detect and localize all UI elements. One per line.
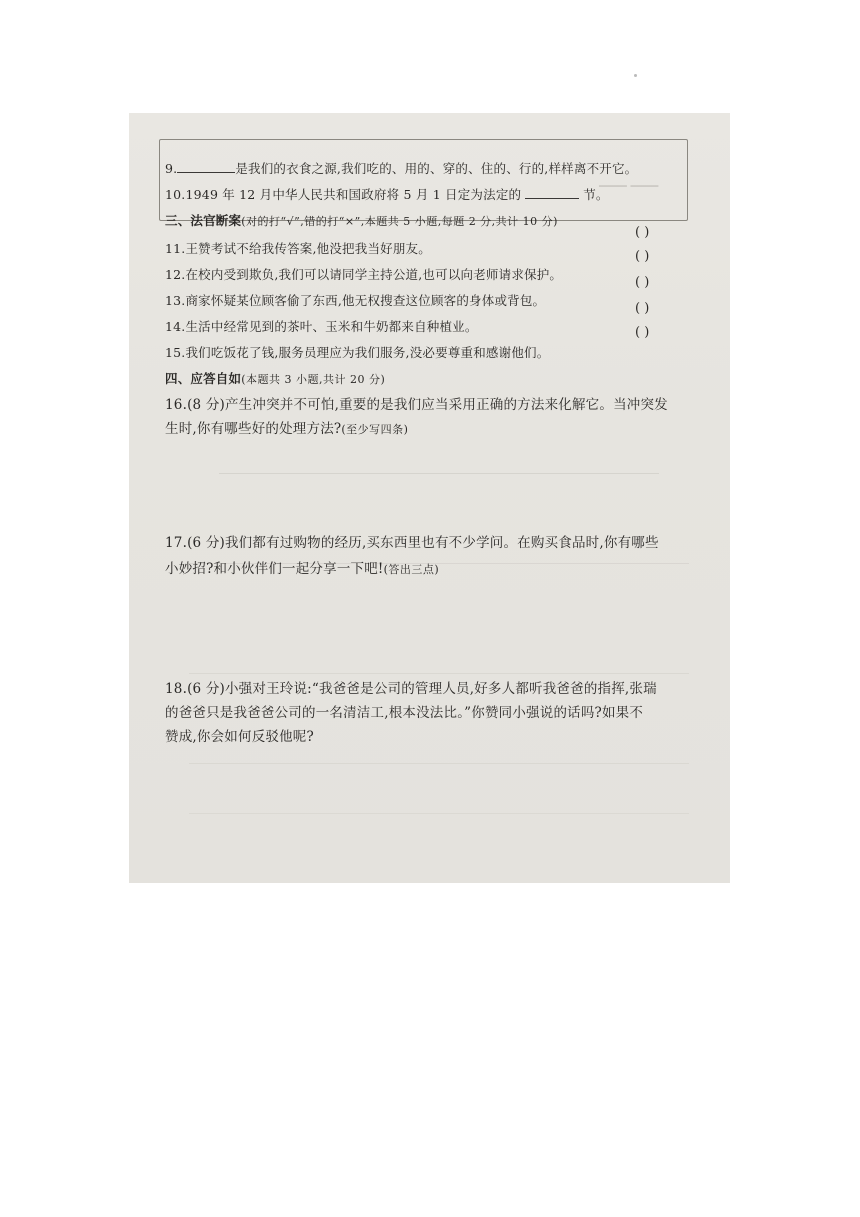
question-18-line-1: 18.(6 分)小强对王玲说:“我爸爸是公司的管理人员,好多人都听我爸爸的指挥,张瑞	[165, 681, 657, 697]
question-16-prompt: 生时,你有哪些好的处理方法?	[165, 421, 342, 437]
question-frame	[159, 139, 688, 221]
question-17-line-2	[165, 557, 439, 577]
section-4-title: 四、应答自如	[165, 371, 242, 386]
section-4-note: (本题共 3 小题,共计 20 分)	[241, 373, 386, 386]
question-13: 13.商家怀疑某位顾客偷了东西,他无权搜查这位顾客的身体或背包。	[165, 293, 546, 308]
question-10-suffix: 节。	[583, 187, 609, 202]
section-3-note: (对的打“√”,错的打“×”,本题共 5 小题,每题 2 分,共计 10 分)	[241, 215, 558, 228]
question-10-text: 10.1949 年 12 月中华人民共和国政府将 5 月 1 日定为法定的	[165, 187, 522, 202]
question-16-line-1: 16.(8 分)产生冲突并不可怕,重要的是我们应当采用正确的方法来化解它。当冲突发	[165, 397, 668, 413]
question-15: 15.我们吃饭花了钱,服务员理应为我们服务,没必要尊重和感谢他们。	[165, 345, 550, 360]
question-17-hint: (答出三点)	[383, 563, 440, 576]
question-16-line-2	[165, 417, 408, 437]
question-16-hint: (至少写四条)	[341, 423, 409, 436]
answer-parenthesis: ( )	[635, 301, 650, 316]
answer-parenthesis: ( )	[635, 225, 650, 240]
bleed-through	[189, 673, 689, 674]
bleed-through	[219, 453, 659, 474]
question-12: 12.在校内受到欺负,我们可以请同学主持公道,也可以向老师请求保护。	[165, 267, 563, 282]
bleed-through	[189, 763, 689, 764]
answer-parenthesis: ( )	[635, 275, 650, 290]
answer-parenthesis: ( )	[635, 249, 650, 264]
question-10	[165, 185, 609, 203]
question-9-number: 9.	[165, 161, 178, 176]
question-18-line-2: 的爸爸只是我爸爸公司的一名清洁工,根本没法比。”你赞同小强说的话吗?如果不	[165, 705, 644, 721]
section-4-heading	[165, 369, 385, 387]
question-14: 14.生活中经常见到的茶叶、玉米和牛奶都来自种植业。	[165, 319, 478, 334]
question-9	[165, 159, 637, 177]
scanned-exam-page	[129, 113, 730, 883]
answer-blank	[525, 198, 579, 199]
section-3-title: 三、法官断案	[165, 213, 242, 228]
answer-blank	[177, 172, 235, 173]
bleed-through	[189, 813, 689, 814]
question-17-line-1: 17.(6 分)我们都有过购物的经历,买东西里也有不少学问。在购买食品时,你有哪些	[165, 535, 659, 551]
scan-speck	[634, 74, 637, 77]
answer-parenthesis: ( )	[635, 325, 650, 340]
bleed-through: ▁▁▁ ▁▁▁	[599, 173, 659, 187]
question-11: 11.王赞考试不给我传答案,他没把我当好朋友。	[165, 241, 431, 256]
question-18-line-3: 赞成,你会如何反驳他呢?	[165, 729, 314, 745]
question-9-text: 是我们的衣食之源,我们吃的、用的、穿的、住的、行的,样样离不开它。	[235, 161, 638, 176]
section-3-heading	[165, 211, 558, 229]
question-17-prompt: 小妙招?和小伙伴们一起分享一下吧!	[165, 561, 384, 577]
